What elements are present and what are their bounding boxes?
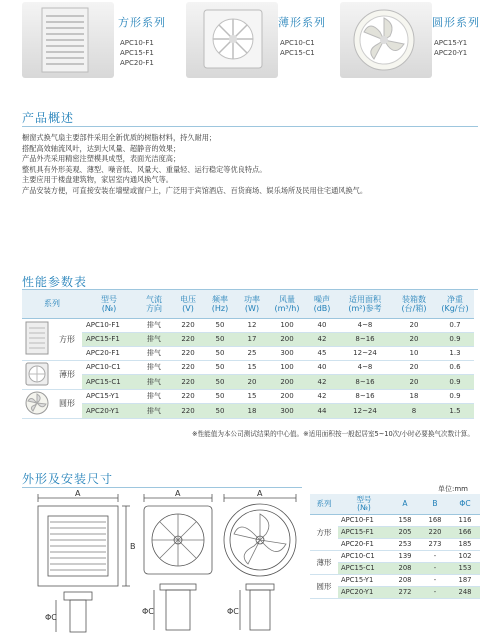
table-cell: 253 [390,538,420,550]
table-cell: 50 [204,318,236,332]
table-cell: 20 [392,375,436,390]
table-cell: 排气 [136,346,172,360]
table-cell: 排气 [136,404,172,419]
table-cell: 1.3 [436,346,474,360]
table-cell: 100 [268,318,306,332]
column-header: 适用面积 (m²)参考 [338,290,392,318]
table-cell: 1.5 [436,404,474,419]
dim-label-b: B [130,542,136,551]
table-cell: 168 [420,514,450,526]
series-model: APC15-Y1 [434,39,468,47]
table-cell: 166 [450,526,480,538]
series-name: 圆形 [310,574,338,598]
table-cell: 排气 [136,375,172,390]
series-model: APC20-F1 [120,59,154,67]
table-cell: 220 [172,346,204,360]
table-cell: 40 [306,360,338,375]
table-cell: 20 [392,360,436,375]
overview-line: 主要应用于楼盘建筑物，家居室内通风换气等。 [22,175,173,185]
series-model: APC15-C1 [280,49,315,57]
table-cell: 220 [420,526,450,538]
table-cell: 8 [392,404,436,419]
table-cell: 200 [268,375,306,390]
table-cell: 18 [392,389,436,404]
overview-text [22,133,482,197]
column-header: B [420,494,450,514]
table-cell: 4~8 [338,360,392,375]
table-row [310,514,480,526]
overview-line: 产品安装方便，可直接安装在墙壁或窗户上，广泛用于宾馆酒店、百货商场、娱乐场所及民用住宅通风换气。 [22,185,368,195]
series-name: 方形 [310,514,338,550]
column-header: 型号 (№) [82,290,136,318]
divider [22,126,478,127]
overview-title: 产品概述 [22,111,75,125]
series-model: APC10-F1 [120,39,154,47]
overview-line: 产品外壳采用精密注塑模具成型，表面光洁度高； [22,154,181,164]
column-header: ΦC [450,494,480,514]
table-cell: 220 [172,360,204,375]
column-header: 气流 方向 [136,290,172,318]
dim-label-c: ΦC [45,613,57,622]
column-header: 型号 (№) [338,494,390,514]
series-model: APC15-F1 [120,49,154,57]
table-header-row [310,494,480,514]
thin-fan-photo [186,2,278,78]
series-thumbnail [22,389,52,418]
series-title-square: 方形系列 [118,16,166,29]
table-cell: 42 [306,375,338,390]
model-cell: APC10-F1 [338,514,390,526]
table-cell: 15 [236,389,268,404]
column-header: 风量 (m³/h) [268,290,306,318]
table-cell: 0.9 [436,375,474,390]
table-cell: 0.9 [436,389,474,404]
dimensions-table [310,494,480,599]
table-cell: 20 [236,375,268,390]
column-header: 功率 (W) [236,290,268,318]
series-thumbnail [22,318,52,360]
table-cell: 15 [236,360,268,375]
dim-label-c: ΦC [142,607,154,616]
table-cell: - [420,562,450,574]
table-cell: 300 [268,346,306,360]
table-cell: 220 [172,389,204,404]
table-row [22,332,474,346]
model-cell: APC10-F1 [82,318,136,332]
table-cell: 42 [306,332,338,346]
model-cell: APC15-Y1 [338,574,390,586]
dim-label-c: ΦC [227,607,239,616]
table-cell: 50 [204,360,236,375]
table-cell: 272 [390,586,420,598]
table-cell: - [420,586,450,598]
table-cell: 187 [450,574,480,586]
table-cell: 8~16 [338,375,392,390]
column-header: 净重 (Kg/台) [436,290,474,318]
table-cell: 248 [450,586,480,598]
dim-label-a: A [175,489,181,498]
table-header-row [22,290,474,318]
table-row [22,375,474,390]
table-cell: 220 [172,332,204,346]
table-cell: 42 [306,389,338,404]
column-header: 系列 [310,494,338,514]
table-cell: 0.7 [436,318,474,332]
table-cell: 139 [390,550,420,562]
column-header: 系列 [22,290,82,318]
unit-label: 单位:mm [438,485,468,493]
table-cell: 排气 [136,318,172,332]
series-title-round: 圆形系列 [432,16,480,29]
square-fan-photo [22,2,114,78]
table-cell: 20 [392,318,436,332]
table-cell: 50 [204,346,236,360]
table-cell: 排气 [136,332,172,346]
table-cell: 25 [236,346,268,360]
series-thumbnail [22,360,52,389]
model-cell: APC15-F1 [338,526,390,538]
table-cell: 17 [236,332,268,346]
table-cell: 40 [306,318,338,332]
table-cell: 100 [268,360,306,375]
dim-label-a: A [75,489,81,498]
series-name: 薄形 [52,360,82,389]
table-row [22,404,474,419]
table-cell: 12~24 [338,404,392,419]
table-row [22,346,474,360]
table-cell: 153 [450,562,480,574]
model-cell: APC15-Y1 [82,389,136,404]
table-cell: 220 [172,404,204,419]
performance-table [22,290,474,419]
model-cell: APC20-Y1 [82,404,136,419]
series-title-thin: 薄形系列 [278,16,326,29]
model-cell: APC15-C1 [338,562,390,574]
performance-title: 性能参数表 [22,275,88,289]
model-cell: APC20-F1 [338,538,390,550]
series-name: 薄形 [310,550,338,574]
model-cell: APC15-C1 [82,375,136,390]
table-cell: 185 [450,538,480,550]
table-cell: 10 [392,346,436,360]
table-cell: 0.6 [436,360,474,375]
dim-label-a: A [257,489,263,498]
series-name: 方形 [52,318,82,360]
table-cell: 45 [306,346,338,360]
table-cell: 排气 [136,360,172,375]
table-cell: 排气 [136,389,172,404]
overview-line: 搭配高效轴流风叶，达到大风量、超静音的效果； [22,143,181,153]
table-cell: 50 [204,332,236,346]
column-header: 噪声 (dB) [306,290,338,318]
table-cell: 273 [420,538,450,550]
table-row [22,318,474,332]
column-header: A [390,494,420,514]
table-cell: 0.9 [436,332,474,346]
column-header: 电压 (V) [172,290,204,318]
table-cell: 200 [268,389,306,404]
table-cell: 205 [390,526,420,538]
table-cell: 220 [172,375,204,390]
model-cell: APC20-Y1 [338,586,390,598]
table-cell: 116 [450,514,480,526]
table-cell: 50 [204,389,236,404]
table-cell: 50 [204,375,236,390]
model-cell: APC15-F1 [82,332,136,346]
round-fan-photo [340,2,432,78]
table-row [22,389,474,404]
model-cell: APC20-F1 [82,346,136,360]
dimensions-title: 外形及安装尺寸 [22,472,114,486]
table-cell: 12 [236,318,268,332]
table-cell: 300 [268,404,306,419]
table-cell: 20 [392,332,436,346]
table-row [22,360,474,375]
table-cell: 12~24 [338,346,392,360]
table-cell: 158 [390,514,420,526]
overview-line: 橱窗式换气扇主要部件采用全新优质的树脂材料，持久耐用； [22,133,217,142]
table-row [310,574,480,586]
table-cell: 18 [236,404,268,419]
model-cell: APC10-C1 [338,550,390,562]
series-name: 圆形 [52,389,82,418]
table-cell: 200 [268,332,306,346]
dimension-drawings [20,488,310,638]
table-cell: 208 [390,562,420,574]
series-model: APC10-C1 [280,39,315,47]
table-cell: - [420,550,450,562]
series-model: APC20-Y1 [434,49,468,57]
table-cell: 4~8 [338,318,392,332]
table-cell: 8~16 [338,332,392,346]
table-cell: - [420,574,450,586]
table-cell: 44 [306,404,338,419]
column-header: 装箱数 (台/箱) [392,290,436,318]
overview-line: 整机具有外形美观、薄型、噪音低、风量大、重量轻、运行稳定等优良特点。 [22,164,267,174]
table-cell: 220 [172,318,204,332]
table-row [310,550,480,562]
column-header: 频率 (Hz) [204,290,236,318]
table-cell: 50 [204,404,236,419]
table-cell: 8~16 [338,389,392,404]
performance-note: ※性能值为本公司测试结果的中心值。※适用面积按一般起居室5~10次/小时必要换气次数计算。 [192,430,474,438]
table-cell: 208 [390,574,420,586]
model-cell: APC10-C1 [82,360,136,375]
table-cell: 102 [450,550,480,562]
